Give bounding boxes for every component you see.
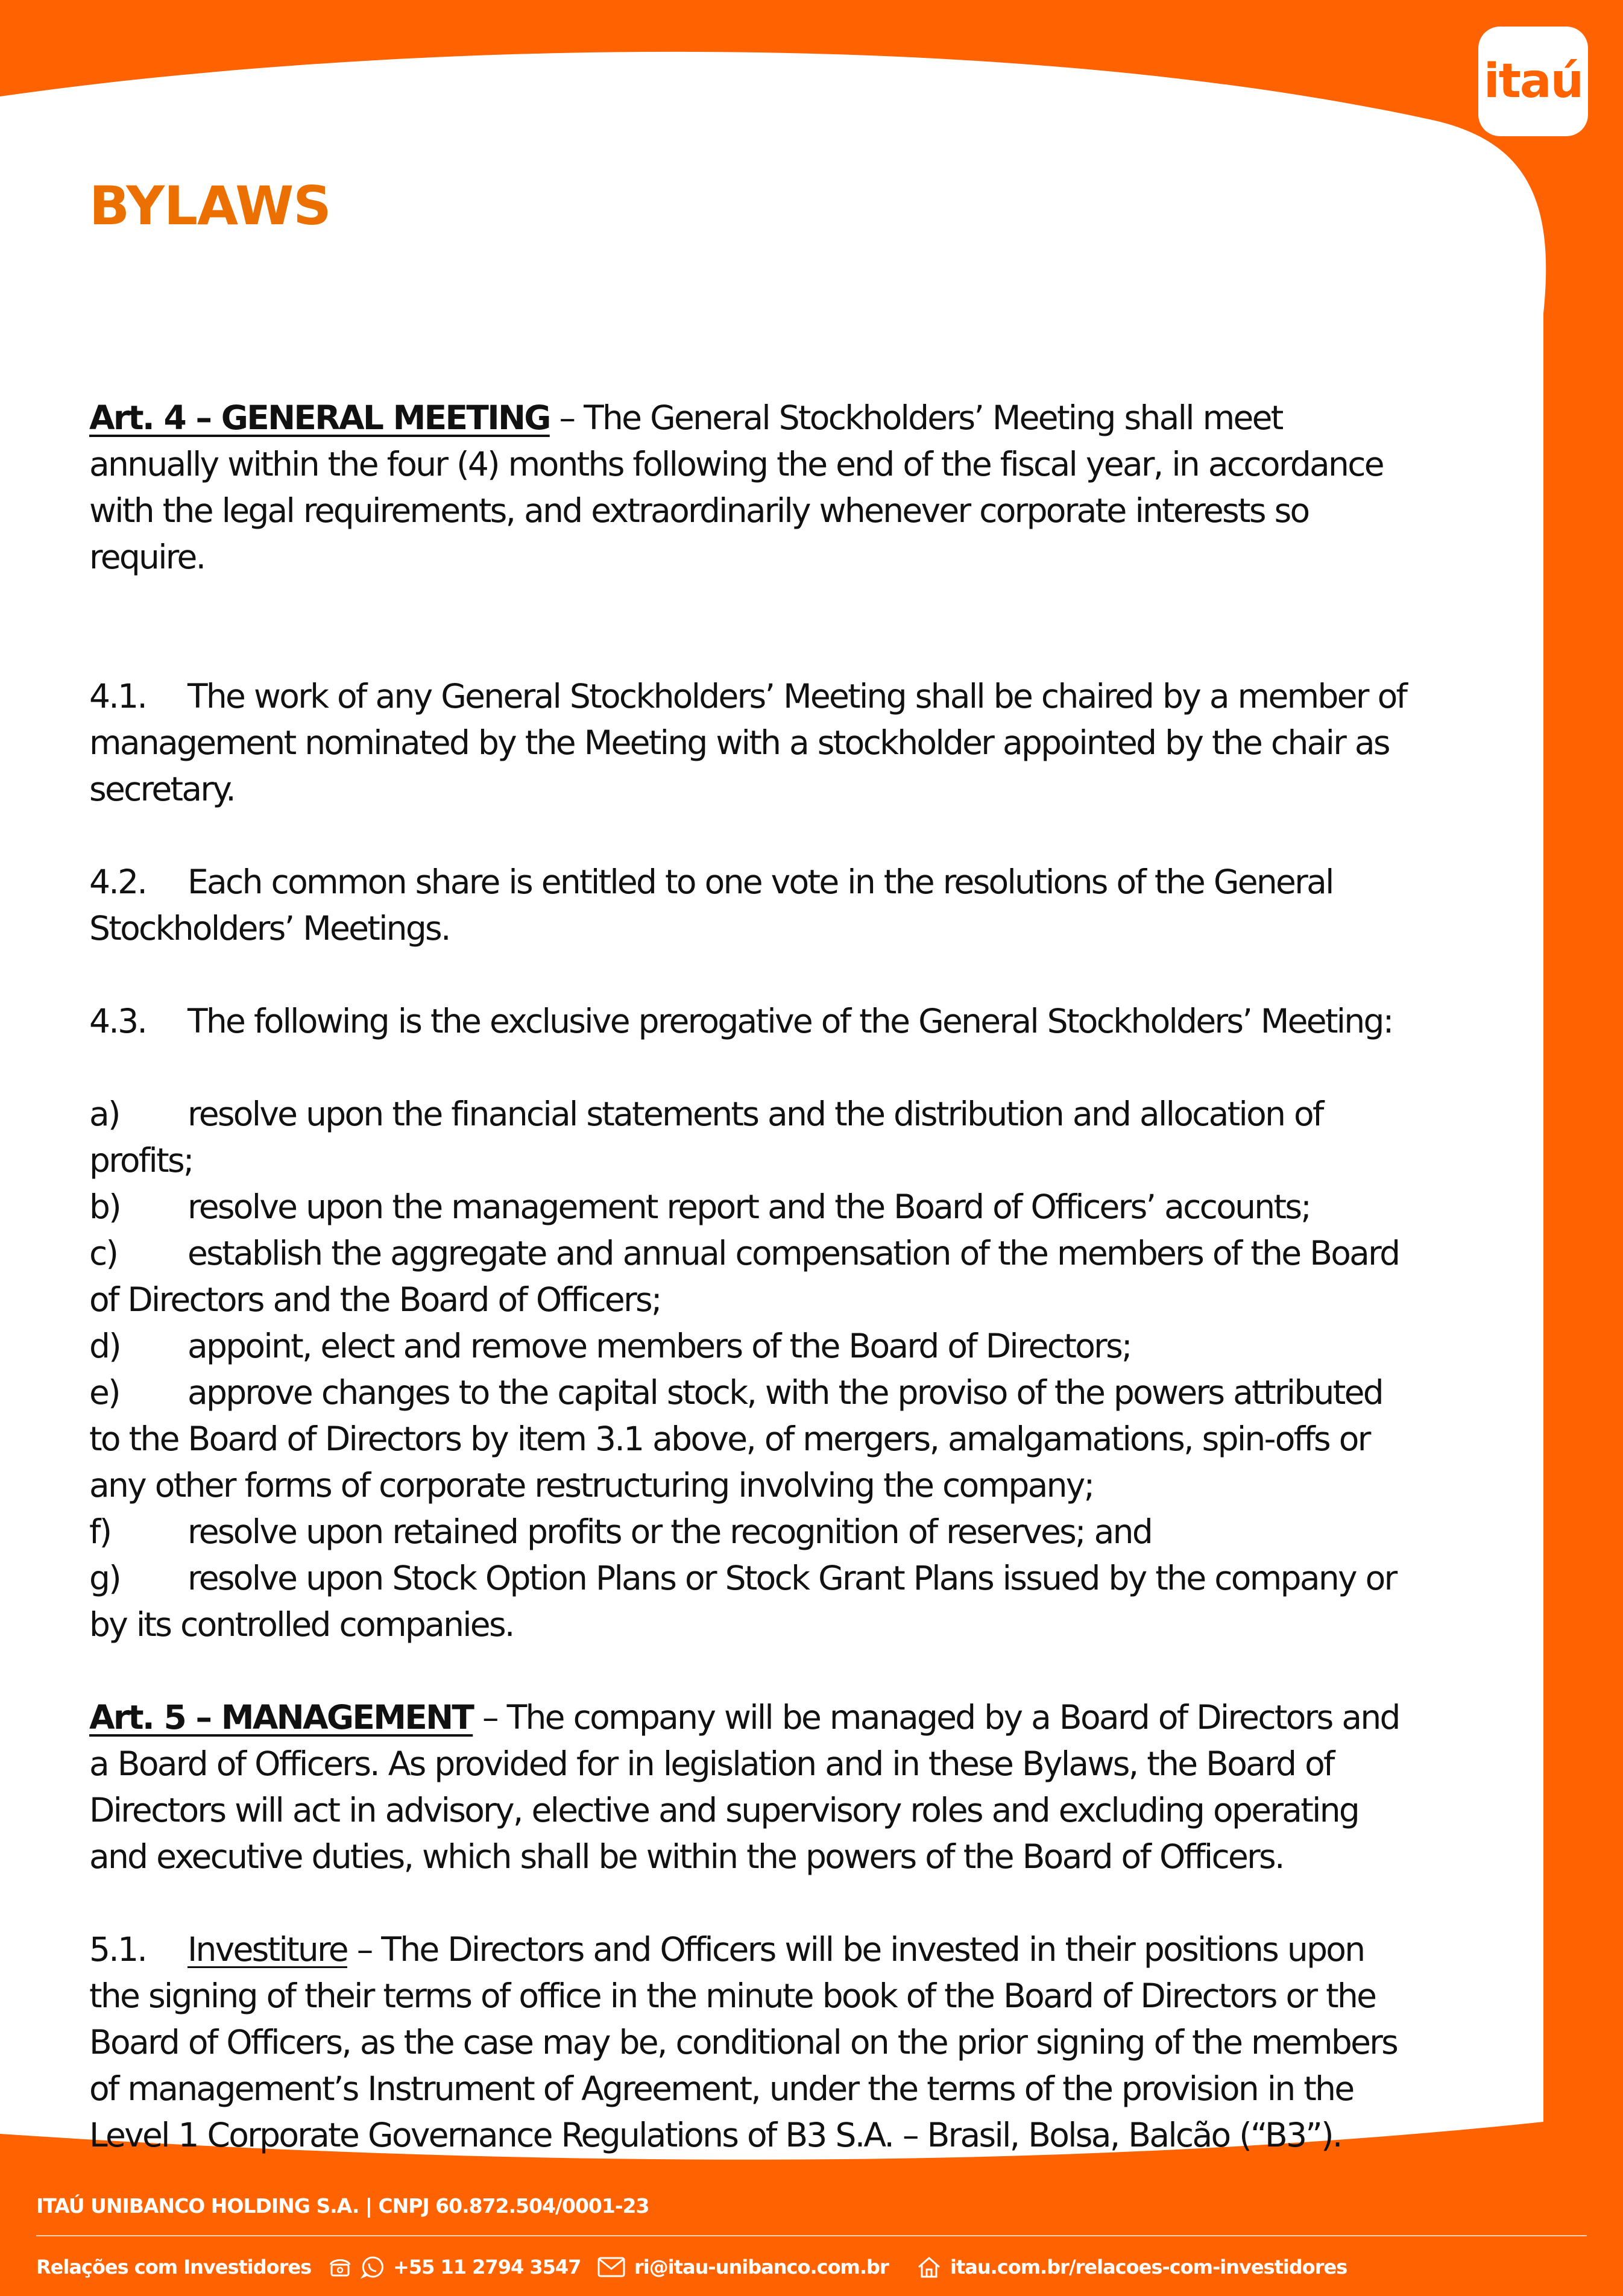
clause-5-1 [89,1926,1416,2159]
clause-number: 5.1. [89,1930,147,1969]
list-item-a [89,1091,1416,1184]
list-item-g [89,1555,1416,1648]
clause-text: – The Directors and Officers will be invested in their positions upon the signing of their terms of office in the minute book of the Board of Directors or the Board of Officers, as the case may be, conditional on the prior signing of the members of management’s Instrument of Agreement, under the terms of the provision in the Level 1 Corporate Governance Regulations of B3 S.A. – Brasil, Bolsa, Balcão (“B3”). [89,1930,1398,2154]
art5-paragraph [89,1694,1416,1880]
clause-4-3 [89,998,1416,1045]
list-letter: f) [89,1512,111,1551]
art4-text: – The General Stockholders’ Meeting shall meet annually within the four (4) months following the end of the fiscal year, in accordance with the legal requirements, and extraordinarily whenever corporate interests so require. [89,398,1383,576]
list-letter: a) [89,1095,119,1133]
list-text: appoint, elect and remove members of the Board of Directors; [188,1327,1131,1365]
list-item-f [89,1509,1416,1555]
itau-logo: itaú [1478,27,1588,136]
clause-label: Investiture [188,1930,347,1969]
clause-4-1 [89,673,1416,813]
whatsapp-icon [361,2255,385,2279]
clause-4-2 [89,859,1416,952]
art5-text: – The company will be managed by a Board of Directors and a Board of Officers. As provided for in legislation and in these Bylaws, the Board of Directors will act in advisory, elective and supervisory roles and excluding operating and executive duties, which shall be within the powers of the Board of Officers. [89,1698,1399,1876]
telephone-icon [328,2255,352,2279]
list-text: resolve upon retained profits or the recognition of reserves; and [188,1512,1152,1551]
list-text: establish the aggregate and annual compensation of the members of the Board of Directors and the Board of Officers; [89,1234,1399,1319]
list-text: resolve upon the management report and the Board of Officers’ accounts; [188,1187,1311,1226]
clause-number: 4.2. [89,863,147,901]
list-letter: b) [89,1187,120,1226]
bylaws-body [89,395,1416,2159]
home-icon [916,2255,942,2279]
art5-heading: Art. 5 – MANAGEMENT [89,1698,473,1737]
footer-divider [36,2235,1587,2236]
clause-text: The following is the exclusive prerogative of the General Stockholders’ Meeting: [188,1002,1393,1040]
list-letter: d) [89,1327,120,1365]
mail-icon [597,2256,626,2279]
page-title: BYLAWS [89,175,331,237]
list-item-e [89,1370,1416,1509]
footer-website[interactable] [916,2252,1347,2282]
footer-contacts [36,2252,1587,2282]
list-text: resolve upon Stock Option Plans or Stock Grant Plans issued by the company or by its controlled companies. [89,1559,1396,1644]
clause-number: 4.3. [89,1002,147,1040]
list-item-b [89,1184,1416,1230]
clause-number: 4.1. [89,677,147,716]
footer-phone[interactable] [328,2252,581,2282]
clause-text: Each common share is entitled to one vote in the resolutions of the General Stockholders’ Meetings. [89,863,1333,948]
art4-paragraph [89,395,1416,580]
list-letter: g) [89,1559,120,1597]
footer-ir-label: Relações com Investidores [36,2256,312,2279]
footer-ir [36,2252,311,2282]
list-text: approve changes to the capital stock, with the proviso of the powers attributed to the Board of Directors by item 3.1 above, of mergers, amalgamations, spin-offs or any other forms of corporate restructuring involving the company; [89,1373,1382,1505]
footer-phone-number: +55 11 2794 3547 [393,2256,581,2279]
list-letter: c) [89,1234,118,1272]
clause-text: The work of any General Stockholders’ Meeting shall be chaired by a member of management nominated by the Meeting with a stockholder appointed by the chair as secretary. [89,677,1407,808]
list-item-c [89,1230,1416,1323]
footer-email-address: ri@itau-unibanco.com.br [634,2256,889,2279]
footer-email[interactable] [597,2252,889,2282]
footer-website-url: itau.com.br/relacoes-com-investidores [950,2256,1347,2279]
list-text: resolve upon the financial statements and the distribution and allocation of profits; [89,1095,1323,1180]
list-item-d [89,1323,1416,1370]
list-letter: e) [89,1373,119,1412]
art4-heading: Art. 4 – GENERAL MEETING [89,398,550,437]
footer-company: ITAÚ UNIBANCO HOLDING S.A. | CNPJ 60.872.504/0001-23 [36,2194,649,2218]
